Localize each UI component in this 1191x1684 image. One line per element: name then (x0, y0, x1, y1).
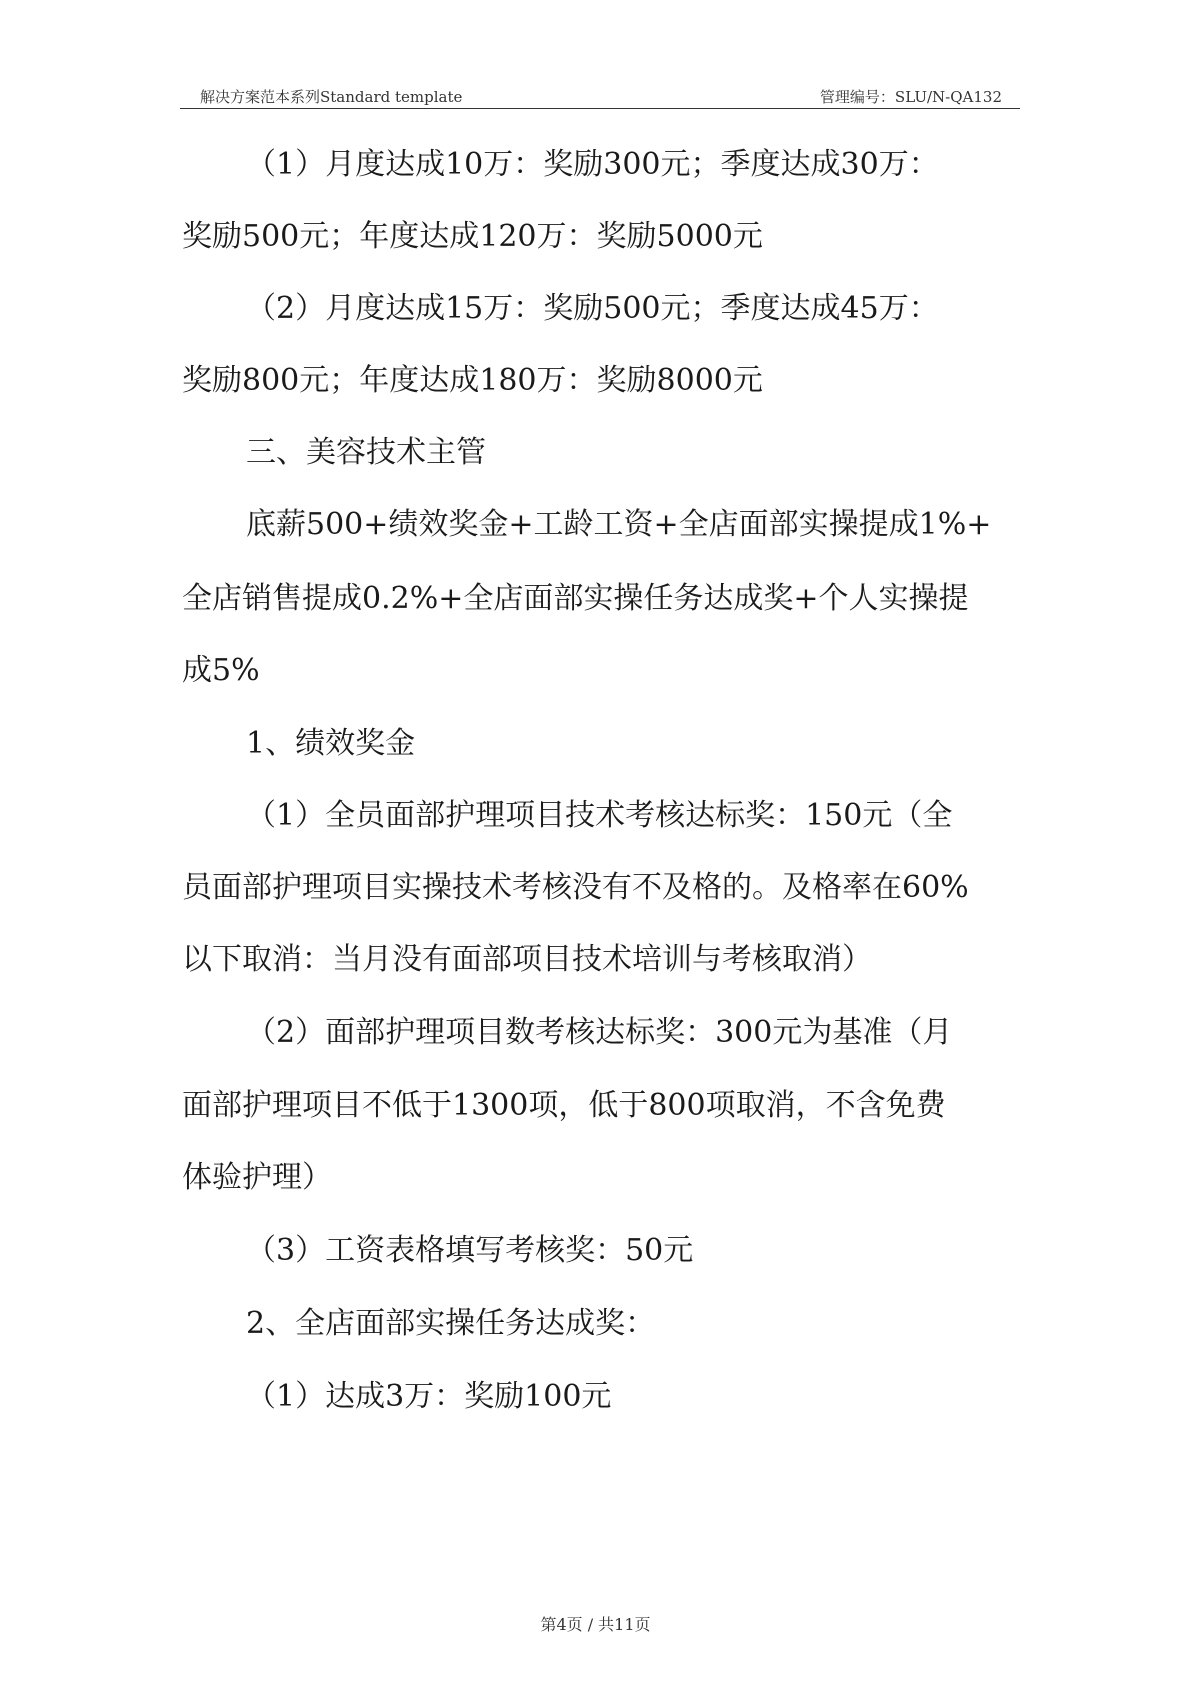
paragraph-line: （2）面部护理项目数考核达标奖：300元为基准（月 (246, 1015, 953, 1050)
page-footer (0, 1612, 1191, 1635)
header-doc-number: 管理编号：SLU/N-QA132 (819, 88, 1002, 106)
paragraph-line: 以下取消：当月没有面部项目技术培训与考核取消） (182, 942, 872, 977)
paragraph-line: （1）月度达成10万：奖励300元；季度达成30万： (246, 147, 939, 182)
subsection-heading: 1、绩效奖金 (246, 726, 416, 761)
paragraph-line: 员面部护理项目实操技术考核没有不及格的。及格率在60% (182, 870, 969, 905)
paragraph-line: 体验护理） (182, 1160, 332, 1195)
paragraph-line: 奖励500元；年度达成120万：奖励5000元 (182, 219, 763, 254)
paragraph-line: （3）工资表格填写考核奖：50元 (246, 1233, 694, 1268)
paragraph-line: 面部护理项目不低于1300项，低于800项取消，不含免费 (182, 1088, 946, 1123)
section-heading: 三、美容技术主管 (246, 435, 486, 470)
header-series-title: 解决方案范本系列Standard template (200, 88, 463, 106)
page-number: 第4页 / 共11页 (540, 1615, 651, 1634)
subsection-heading: 2、全店面部实操任务达成奖： (246, 1306, 656, 1341)
paragraph-line: 底薪500+绩效奖金+工龄工资+全店面部实操提成1%+ (246, 507, 992, 542)
page-header (180, 84, 1020, 109)
paragraph-line: （1）全员面部护理项目技术考核达标奖：150元（全 (246, 798, 953, 833)
paragraph-line: （2）月度达成15万：奖励500元；季度达成45万： (246, 291, 939, 326)
paragraph-line: 奖励800元；年度达成180万：奖励8000元 (182, 363, 763, 398)
paragraph-line: 全店销售提成0.2%+全店面部实操任务达成奖+个人实操提 (182, 581, 969, 616)
paragraph-line: 成5% (182, 653, 260, 688)
paragraph-line: （1）达成3万：奖励100元 (246, 1379, 612, 1414)
